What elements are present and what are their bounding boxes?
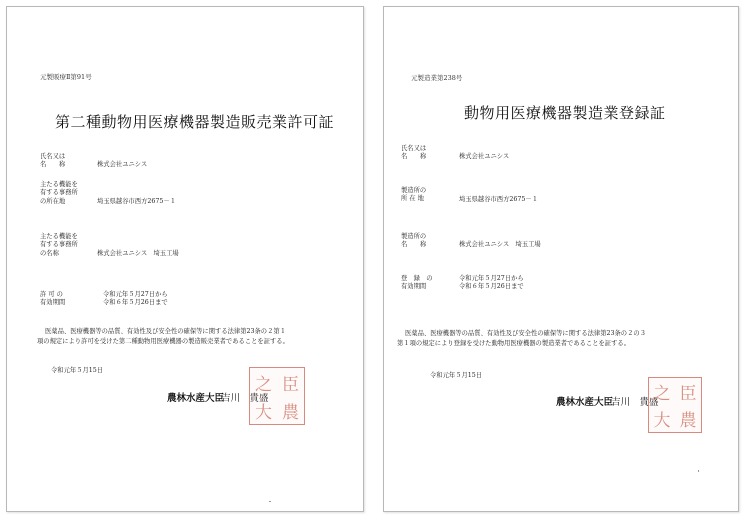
name-label xyxy=(401,145,426,162)
name-label-line1: 氏名又は xyxy=(401,145,427,152)
seal-char: 臣 xyxy=(679,384,697,404)
site-name-label-line1: 製造所の xyxy=(401,233,427,240)
certificate-title: 第二種動物用医療機器製造販売業許可証 xyxy=(55,113,335,131)
office-name-label-line2: 有する事務所 xyxy=(40,241,78,249)
office-label-line2: 有する事務所 xyxy=(40,189,78,197)
seal-char: 臣 xyxy=(282,374,299,395)
term-label-line1: 登 録 の xyxy=(401,275,433,282)
term-from: 令和元年５月27日から xyxy=(103,291,168,298)
doc-number: 元製造業第238号 xyxy=(411,74,463,82)
license-term-value xyxy=(103,291,168,308)
issue-date: 令和元年５月15日 xyxy=(51,367,104,374)
term-to: 令和６年５月26日まで xyxy=(103,299,168,307)
company-name: 株式会社ユニシス xyxy=(459,153,510,160)
minister-name: 吉川 貴盛 xyxy=(611,397,659,408)
seal-char: 之 xyxy=(653,384,671,404)
office-name: 株式会社ユニシス 埼玉工場 xyxy=(97,250,179,257)
registration-term-value xyxy=(459,275,524,292)
term-from: 令和元年５月27日から xyxy=(459,275,524,282)
site-location-label xyxy=(401,187,426,204)
office-name-label-line3: の名称 xyxy=(40,249,59,257)
office-location-label xyxy=(40,181,78,206)
certification-statement xyxy=(397,329,733,349)
name-label xyxy=(40,153,65,170)
license-certificate-page xyxy=(6,6,364,512)
official-seal xyxy=(249,367,305,425)
registration-term-label xyxy=(401,275,432,292)
term-label-line2: 有効期間 xyxy=(40,299,66,307)
seal-char: 之 xyxy=(255,374,272,395)
registration-certificate-page xyxy=(383,6,739,512)
company-name: 株式会社ユニシス xyxy=(97,161,148,168)
seal-char: 農 xyxy=(679,411,697,431)
site-label-line1: 製造所の xyxy=(401,187,427,194)
official-seal xyxy=(648,377,702,433)
name-label-line2: 名 称 xyxy=(40,161,66,169)
statement-line1: 医薬品、医療機器等の品質、有効性及び安全性の確保等に関する法律第23条の２の３ xyxy=(405,330,646,337)
term-to: 令和６年５月26日まで xyxy=(459,283,524,291)
statement-line2: 第１項の規定により登録を受けた動物用医療機器の製造業者であることを証する。 xyxy=(397,340,630,347)
seal-char: 大 xyxy=(653,411,671,431)
name-label-line1: 氏名又は xyxy=(40,153,66,160)
statement-line2: 項の規定により許可を受けた第二種動物用医療機器の製造販売業者であることを証する。 xyxy=(37,338,289,345)
minister-title: 農林水産大臣 xyxy=(167,393,225,404)
minister-title: 農林水産大臣 xyxy=(556,397,614,408)
seal-char: 大 xyxy=(255,402,272,423)
statement-line1: 医薬品、医療機器等の品質、有効性及び安全性の確保等に関する法律第23条の２第１ xyxy=(45,328,286,335)
seal-char: 農 xyxy=(282,402,299,423)
site-name-label-line2: 名 称 xyxy=(401,241,427,249)
office-label-line1: 主たる機能を xyxy=(40,181,78,188)
certification-statement xyxy=(37,327,347,347)
page-mark xyxy=(698,470,699,472)
certificate-title: 動物用医療機器製造業登録証 xyxy=(464,104,666,122)
page-mark xyxy=(269,501,271,502)
site-address: 埼玉県越谷市西方2675－１ xyxy=(459,196,538,203)
term-label-line1: 許 可 の xyxy=(40,291,63,298)
minister-name: 吉川 貴盛 xyxy=(221,393,269,404)
license-term-label xyxy=(40,291,65,308)
office-address: 埼玉県越谷市西方2675－１ xyxy=(97,198,176,205)
term-label-line2: 有効期間 xyxy=(401,283,427,291)
doc-number: 元製販療Ⅱ第91号 xyxy=(40,73,92,81)
site-label-line2: 所 在 地 xyxy=(401,195,424,203)
issue-date: 令和元年５月15日 xyxy=(430,372,483,379)
office-label-line3: の所在地 xyxy=(40,197,66,205)
office-name-label xyxy=(40,233,78,258)
site-name-label xyxy=(401,233,426,250)
name-label-line2: 名 称 xyxy=(401,153,427,161)
office-name-label-line1: 主たる機能を xyxy=(40,233,78,240)
site-name: 株式会社ユニシス 埼玉工場 xyxy=(459,241,541,248)
